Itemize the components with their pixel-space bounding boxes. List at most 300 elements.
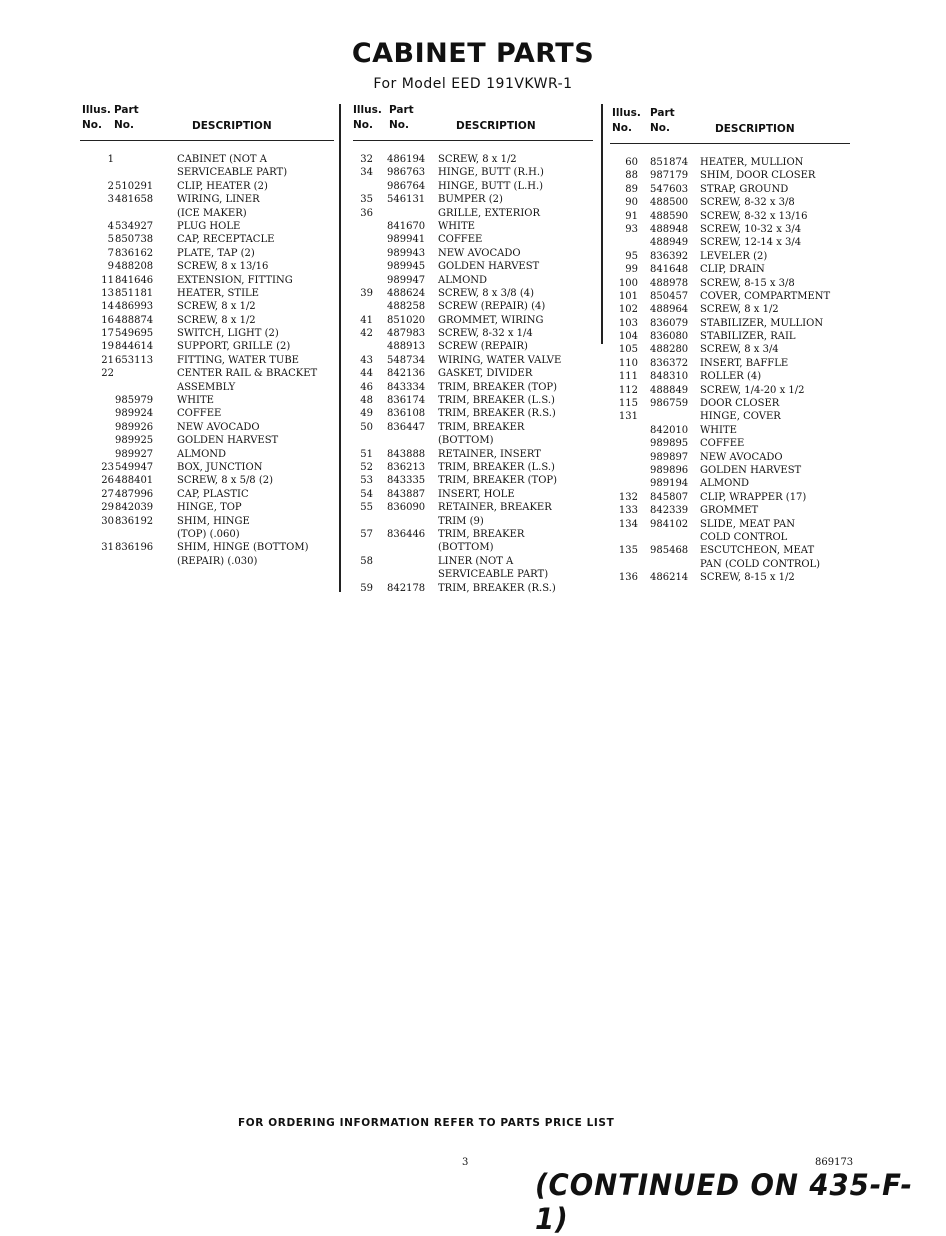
part-number: 487996 <box>115 488 154 500</box>
illus-number: 41 <box>360 314 373 326</box>
part-description: TRIM, BREAKER (L.S.) <box>438 461 555 473</box>
table-row <box>353 381 593 394</box>
part-number: 836079 <box>650 317 689 329</box>
illus-number: 133 <box>618 505 638 517</box>
illus-number: 31 <box>101 542 114 554</box>
table-row <box>353 434 593 447</box>
column-header <box>80 104 334 141</box>
table-row <box>80 180 334 193</box>
part-description: COFFEE <box>177 408 222 420</box>
illus-number: 103 <box>618 317 638 329</box>
part-description: SCREW, 8 x 3/4 <box>700 344 779 356</box>
table-row <box>610 196 850 209</box>
part-description: COFFEE <box>438 234 483 246</box>
illus-number: 93 <box>625 223 638 235</box>
table-row <box>610 277 850 290</box>
part-description: BOX, JUNCTION <box>177 461 263 473</box>
table-row <box>80 220 334 233</box>
illus-number: 32 <box>360 154 373 165</box>
part-number: 486194 <box>387 154 426 165</box>
continued-note: (CONTINUED ON 435-F-1) <box>535 1168 913 1236</box>
table-row <box>353 555 593 568</box>
part-number: 843334 <box>387 381 426 393</box>
part-description: SCREW, 8 x 1/2 <box>177 301 256 313</box>
part-number: 842136 <box>387 368 426 380</box>
part-description: CAP, RECEPTACLE <box>177 234 275 246</box>
table-row <box>80 166 334 179</box>
part-number: 836196 <box>115 542 154 554</box>
part-description: GOLDEN HARVEST <box>177 435 279 447</box>
illus-number: 46 <box>360 381 373 393</box>
illus-number: 115 <box>618 398 638 410</box>
part-description: HEATER, STILE <box>177 287 259 299</box>
part-number: 841646 <box>115 274 154 286</box>
illus-number: 132 <box>618 491 638 503</box>
part-description: NEW AVOCADO <box>438 247 521 259</box>
table-row <box>80 488 334 501</box>
illus-number: 60 <box>625 157 638 168</box>
table-row <box>610 558 850 571</box>
part-description: ESCUTCHEON, MEAT <box>700 545 815 557</box>
part-description: COFFEE <box>700 438 745 450</box>
header-part-no: No. <box>650 122 670 134</box>
header-no: No. <box>82 119 102 131</box>
column-divider <box>339 104 341 592</box>
part-number: 842039 <box>115 502 154 514</box>
part-number: 488964 <box>650 304 689 316</box>
part-number: 488948 <box>650 223 689 235</box>
part-description: FITTING, WATER TUBE <box>177 354 299 366</box>
header-illus: Illus. <box>82 104 111 116</box>
illus-number: 3 <box>107 194 114 206</box>
table-row <box>80 247 334 260</box>
part-description: SHIM, HINGE (BOTTOM) <box>177 542 309 554</box>
part-number: 989897 <box>650 451 689 463</box>
part-number: 851874 <box>650 157 689 168</box>
part-number: 488401 <box>115 475 154 487</box>
part-number: 986763 <box>387 167 426 179</box>
header-description: DESCRIPTION <box>192 120 272 132</box>
table-row <box>353 474 593 487</box>
part-number: 842178 <box>387 582 426 594</box>
part-description: SCREW, 8-32 x 13/16 <box>700 210 808 222</box>
table-row <box>80 434 334 447</box>
illus-number: 102 <box>618 304 638 316</box>
table-row <box>353 461 593 474</box>
illus-number: 48 <box>360 395 373 407</box>
illus-number: 1 <box>107 154 114 165</box>
table-row <box>610 210 850 223</box>
part-number: 843887 <box>387 488 426 500</box>
illus-number: 136 <box>618 572 638 584</box>
part-number: 989945 <box>387 261 426 273</box>
part-description: EXTENSION, FITTING <box>177 274 293 286</box>
part-description: SLIDE, MEAT PAN <box>700 518 795 530</box>
part-number: 488590 <box>650 210 689 222</box>
illus-number: 110 <box>618 357 638 369</box>
table-row <box>353 421 593 434</box>
table-row <box>610 357 850 370</box>
part-description: LINER (NOT A <box>438 555 514 567</box>
part-number: 841648 <box>650 264 689 276</box>
part-number: 989895 <box>650 438 689 450</box>
part-description: SCREW, 12-14 x 3/4 <box>700 237 802 249</box>
part-description: HINGE, BUTT (R.H.) <box>438 167 544 179</box>
illus-number: 90 <box>625 197 638 209</box>
part-description: RETAINER, BREAKER <box>438 502 552 514</box>
part-number: 984102 <box>650 518 689 530</box>
part-description: SCREW, 8-32 x 3/8 <box>700 197 795 209</box>
illus-number: 53 <box>360 475 373 487</box>
part-description: SCREW, 8 x 5/8 (2) <box>177 475 274 487</box>
table-row <box>610 477 850 490</box>
part-description: WHITE <box>700 424 737 436</box>
illus-number: 22 <box>101 368 114 380</box>
table-row <box>353 220 593 233</box>
part-number: 487983 <box>387 328 426 340</box>
part-description: SCREW (REPAIR) (4) <box>438 301 546 313</box>
part-number: 851181 <box>115 287 154 299</box>
part-number: 850457 <box>650 290 689 302</box>
table-row <box>80 515 334 528</box>
part-description: (BOTTOM) <box>438 435 494 447</box>
part-description: SUPPORT, GRILLE (2) <box>177 341 291 353</box>
table-row <box>353 515 593 528</box>
illus-number: 134 <box>618 518 638 530</box>
part-description: NEW AVOCADO <box>700 451 783 463</box>
illus-number: 52 <box>360 461 373 473</box>
part-description: HINGE, COVER <box>700 411 781 423</box>
table-row <box>80 260 334 273</box>
part-number: 488280 <box>650 344 689 356</box>
part-description: NEW AVOCADO <box>177 421 260 433</box>
column-divider <box>601 104 603 344</box>
table-row <box>80 394 334 407</box>
part-number: 850738 <box>115 234 154 246</box>
part-number: 653113 <box>115 354 154 366</box>
table-row <box>353 488 593 501</box>
part-description: RETAINER, INSERT <box>438 448 541 460</box>
part-description: TRIM, BREAKER <box>438 421 525 433</box>
part-description: STABILIZER, MULLION <box>700 317 824 329</box>
table-row <box>610 518 850 531</box>
part-description: HINGE, TOP <box>177 502 242 514</box>
illus-number: 54 <box>360 488 373 500</box>
table-row <box>610 169 850 182</box>
table-row <box>610 370 850 383</box>
part-number: 488624 <box>387 287 426 299</box>
table-row <box>353 180 593 193</box>
illus-number: 42 <box>360 328 373 340</box>
part-description: SERVICEABLE PART) <box>177 167 288 179</box>
part-number: 488874 <box>115 314 154 326</box>
part-description: SWITCH, LIGHT (2) <box>177 328 279 340</box>
table-row <box>80 448 334 461</box>
table-row <box>80 381 334 394</box>
illus-number: 23 <box>101 461 114 473</box>
header-no: No. <box>353 119 373 131</box>
illus-number: 43 <box>360 354 373 366</box>
part-number: 488949 <box>650 237 689 249</box>
illus-number: 50 <box>360 421 373 433</box>
illus-number: 57 <box>360 528 373 540</box>
table-row <box>80 274 334 287</box>
table-row <box>610 437 850 450</box>
part-description: ASSEMBLY <box>177 381 236 393</box>
illus-number: 14 <box>101 301 114 313</box>
part-description: SCREW, 8-32 x 1/4 <box>438 328 533 340</box>
page-title: CABINET PARTS <box>351 38 595 69</box>
part-number: 989926 <box>115 421 154 433</box>
table-row <box>610 397 850 410</box>
header-description: DESCRIPTION <box>715 123 795 135</box>
part-description: GASKET, DIVIDER <box>438 368 533 380</box>
part-description: ALMOND <box>438 274 488 286</box>
part-description: INSERT, HOLE <box>438 488 515 500</box>
illus-number: 35 <box>360 194 373 206</box>
illus-number: 51 <box>360 448 373 460</box>
part-number: 549695 <box>115 328 154 340</box>
table-row <box>610 464 850 477</box>
header-illus: Illus. <box>353 104 382 116</box>
part-number: 488978 <box>650 277 689 289</box>
table-row <box>610 531 850 544</box>
table-row <box>610 384 850 397</box>
table-row <box>610 571 850 584</box>
table-row <box>610 504 850 517</box>
part-description: WIRING, LINER <box>177 194 260 206</box>
ordering-note: FOR ORDERING INFORMATION REFER TO PARTS PRICE LIST <box>238 1117 615 1129</box>
table-row <box>353 407 593 420</box>
table-row <box>610 343 850 356</box>
part-description: ALMOND <box>700 478 750 490</box>
part-number: 836372 <box>650 357 689 369</box>
illus-number: 89 <box>625 183 638 195</box>
part-number: 510291 <box>115 180 154 192</box>
header-part: Part <box>389 104 414 116</box>
part-description: PLATE, TAP (2) <box>177 247 255 259</box>
part-description: TRIM (9) <box>438 515 484 527</box>
table-row <box>80 501 334 514</box>
illus-number: 29 <box>101 502 114 514</box>
table-row <box>80 153 334 166</box>
illus-number: 7 <box>107 247 114 259</box>
table-row <box>353 541 593 554</box>
part-number: 842010 <box>650 424 689 436</box>
part-number: 989925 <box>115 435 154 447</box>
table-row <box>610 223 850 236</box>
table-row <box>80 528 334 541</box>
table-row <box>610 317 850 330</box>
part-number: 989943 <box>387 247 426 259</box>
table-row <box>353 448 593 461</box>
part-description: SCREW, 8 x 13/16 <box>177 261 269 273</box>
part-description: INSERT, BAFFLE <box>700 357 789 369</box>
part-description: STRAP, GROUND <box>700 183 789 195</box>
part-description: CLIP, DRAIN <box>700 264 765 276</box>
part-description: TRIM, BREAKER (TOP) <box>438 475 558 487</box>
table-row <box>80 314 334 327</box>
part-number: 488849 <box>650 384 689 396</box>
table-row <box>610 330 850 343</box>
part-description: GROMMET <box>700 505 759 517</box>
part-description: WHITE <box>438 220 475 232</box>
table-row <box>80 233 334 246</box>
table-row <box>353 582 593 595</box>
part-number: 488913 <box>387 341 426 353</box>
part-description: TRIM, BREAKER <box>438 528 525 540</box>
part-number: 986759 <box>650 398 689 410</box>
part-description: GROMMET, WIRING <box>438 314 544 326</box>
table-row <box>610 410 850 423</box>
parts-column <box>610 107 850 585</box>
part-description: SHIM, HINGE <box>177 515 250 527</box>
header-illus: Illus. <box>612 107 641 119</box>
part-number: 836446 <box>387 528 426 540</box>
part-description: GOLDEN HARVEST <box>700 464 802 476</box>
part-description: CLIP, HEATER (2) <box>177 180 268 192</box>
illus-number: 88 <box>625 170 638 182</box>
part-description: SCREW, 8 x 1/2 <box>700 304 779 316</box>
part-number: 851020 <box>387 314 426 326</box>
part-number: 989947 <box>387 274 426 286</box>
part-number: 844614 <box>115 341 154 353</box>
part-description: CENTER RAIL & BRACKET <box>177 368 318 380</box>
illus-number: 30 <box>101 515 114 527</box>
model-subtitle: For Model EED 191VKWR-1 <box>373 76 573 92</box>
illus-number: 21 <box>101 354 114 366</box>
part-number: 488208 <box>115 261 154 273</box>
illus-number: 34 <box>360 167 373 179</box>
table-row <box>610 290 850 303</box>
header-description: DESCRIPTION <box>456 120 536 132</box>
illus-number: 2 <box>107 180 114 192</box>
part-description: SCREW, 8 x 3/8 (4) <box>438 287 535 299</box>
table-row <box>80 327 334 340</box>
part-number: 486993 <box>115 301 154 313</box>
part-number: 534927 <box>115 220 154 232</box>
part-description: TRIM, BREAKER (R.S.) <box>438 582 556 594</box>
part-number: 481658 <box>115 194 154 206</box>
part-description: SCREW, 10-32 x 3/4 <box>700 223 802 235</box>
table-row <box>610 303 850 316</box>
table-row <box>80 367 334 380</box>
table-row <box>353 274 593 287</box>
table-row <box>353 394 593 407</box>
part-number: 843888 <box>387 448 426 460</box>
illus-number: 131 <box>618 411 638 423</box>
illus-number: 99 <box>625 264 638 276</box>
table-row <box>610 250 850 263</box>
part-number: 841670 <box>387 220 426 232</box>
illus-number: 5 <box>107 234 114 246</box>
part-description: STABILIZER, RAIL <box>700 331 796 343</box>
table-row <box>353 327 593 340</box>
part-description: COLD CONTROL <box>700 531 788 543</box>
table-row <box>353 300 593 313</box>
table-row <box>80 287 334 300</box>
table-row <box>353 247 593 260</box>
illus-number: 112 <box>618 384 638 396</box>
illus-number: 36 <box>360 207 373 219</box>
part-description: TRIM, BREAKER (R.S.) <box>438 408 556 420</box>
table-row <box>353 287 593 300</box>
illus-number: 26 <box>101 475 114 487</box>
part-number: 989924 <box>115 408 154 420</box>
illus-number: 135 <box>618 545 638 557</box>
table-row <box>353 367 593 380</box>
part-description: (REPAIR) (.030) <box>177 555 258 567</box>
illus-number: 100 <box>618 277 638 289</box>
table-row <box>353 153 593 166</box>
table-row <box>610 263 850 276</box>
part-description: (ICE MAKER) <box>177 207 247 219</box>
part-description: SHIM, DOOR CLOSER <box>700 170 816 182</box>
header-part-no: No. <box>114 119 134 131</box>
table-row <box>610 424 850 437</box>
illus-number: 9 <box>107 261 114 273</box>
table-row <box>353 193 593 206</box>
table-row <box>80 407 334 420</box>
part-number: 848310 <box>650 371 689 383</box>
table-row <box>610 544 850 557</box>
part-number: 546131 <box>387 194 426 206</box>
part-description: TRIM, BREAKER (L.S.) <box>438 395 555 407</box>
part-description: GOLDEN HARVEST <box>438 261 540 273</box>
document-code: 869173 <box>815 1157 854 1168</box>
illus-number: 101 <box>618 290 638 302</box>
table-row <box>80 207 334 220</box>
table-row <box>80 421 334 434</box>
part-description: WHITE <box>177 395 214 407</box>
illus-number: 44 <box>360 368 373 380</box>
table-row <box>610 156 850 169</box>
part-description: HINGE, BUTT (L.H.) <box>438 180 544 192</box>
part-description: BUMPER (2) <box>438 194 503 206</box>
header-part: Part <box>650 107 675 119</box>
table-row <box>80 461 334 474</box>
illus-number: 16 <box>101 314 114 326</box>
table-row <box>610 451 850 464</box>
table-row <box>610 183 850 196</box>
illus-number: 111 <box>618 371 638 383</box>
table-row <box>610 491 850 504</box>
part-description: ROLLER (4) <box>700 371 762 383</box>
table-row <box>80 300 334 313</box>
part-description: WIRING, WATER VALVE <box>438 354 562 366</box>
header-part: Part <box>114 104 139 116</box>
part-description: SCREW, 8-15 x 3/8 <box>700 277 795 289</box>
part-description: PAN (COLD CONTROL) <box>700 558 821 570</box>
part-description: (BOTTOM) <box>438 542 494 554</box>
part-number: 845807 <box>650 491 689 503</box>
column-header <box>353 104 593 141</box>
illus-number: 13 <box>101 287 114 299</box>
part-number: 842339 <box>650 505 689 517</box>
part-number: 836108 <box>387 408 426 420</box>
part-description: SCREW, 8 x 1/2 <box>438 154 517 165</box>
table-row <box>353 528 593 541</box>
part-description: SERVICEABLE PART) <box>438 569 549 581</box>
part-number: 836213 <box>387 461 426 473</box>
table-row <box>353 233 593 246</box>
part-number: 488500 <box>650 197 689 209</box>
part-number: 836174 <box>387 395 426 407</box>
illus-number: 27 <box>101 488 114 500</box>
part-number: 989194 <box>650 478 689 490</box>
parts-column <box>80 104 334 568</box>
table-row <box>610 236 850 249</box>
